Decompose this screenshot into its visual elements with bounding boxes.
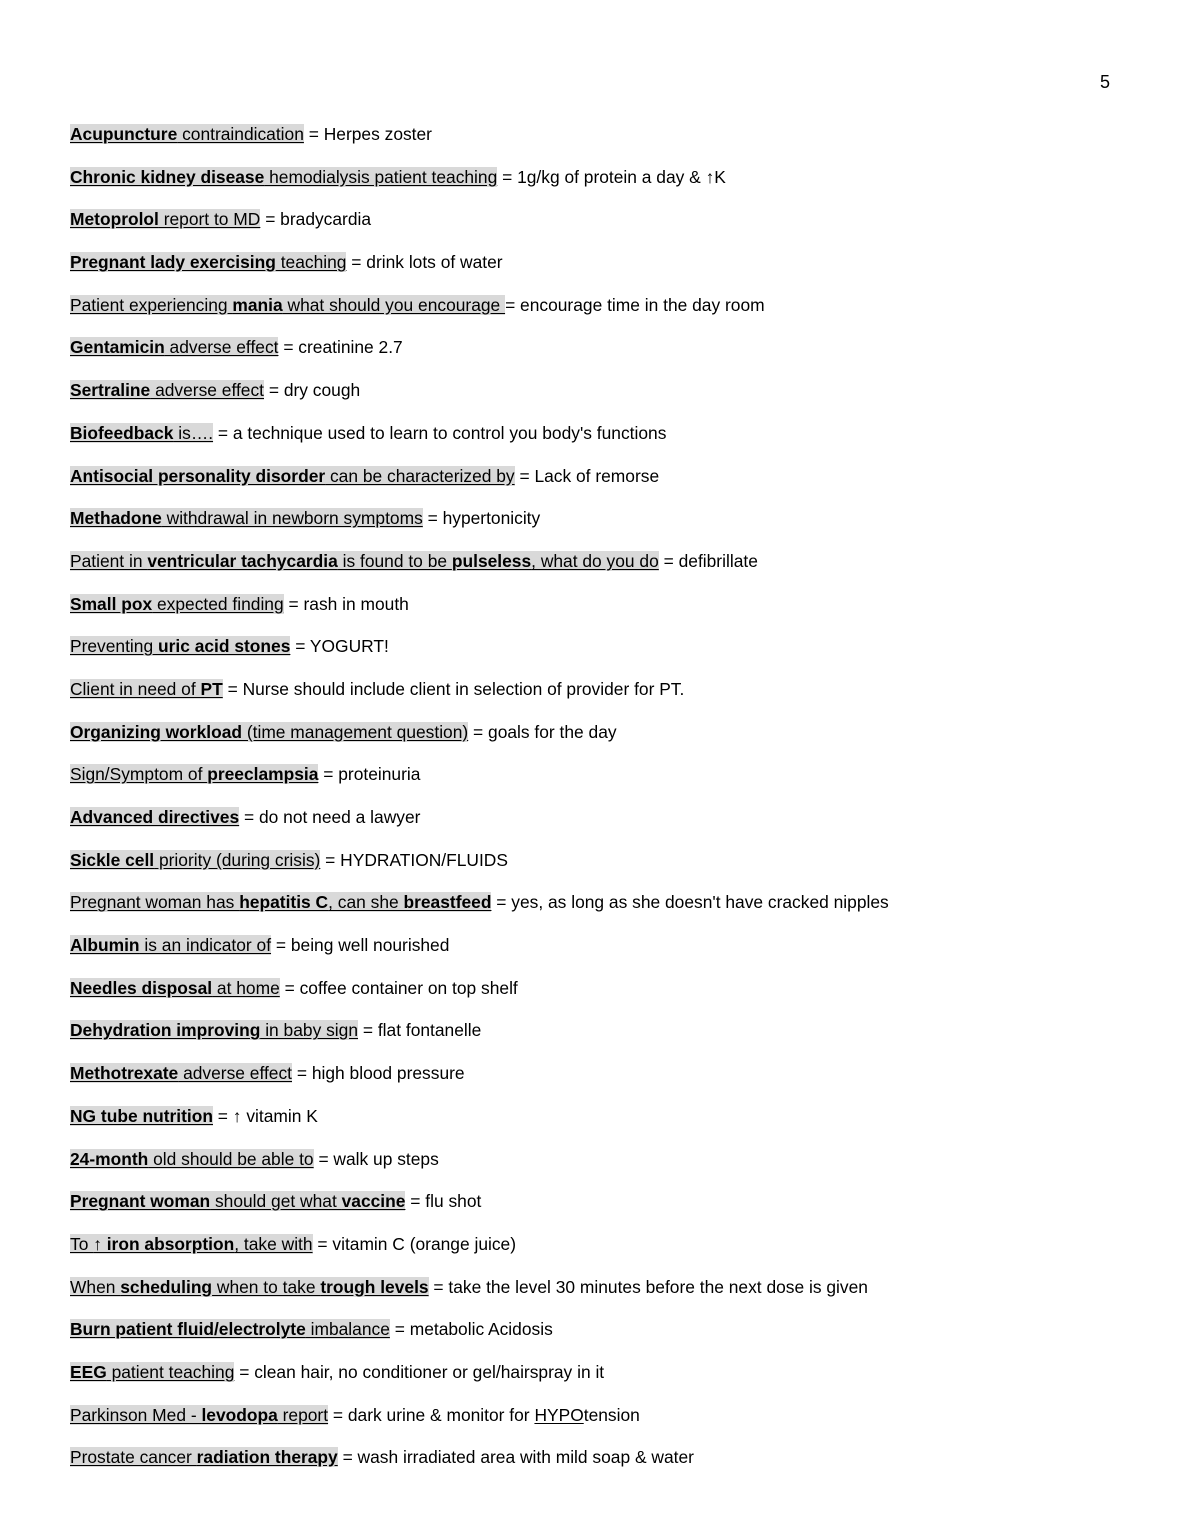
note-answer xyxy=(320,850,508,870)
note-item xyxy=(70,974,1130,1017)
answer-text: = HYDRATION/FLUIDS xyxy=(320,849,508,870)
note-answer xyxy=(239,807,420,827)
note-answer xyxy=(260,209,371,229)
note-question xyxy=(70,764,318,784)
note-question xyxy=(70,337,278,357)
note-item xyxy=(70,931,1130,974)
answer-text: = Nurse should include client in selection of provider for PT. xyxy=(222,678,685,699)
note-answer xyxy=(314,1149,439,1169)
question-text: is found to be xyxy=(337,550,452,571)
question-text: when to take xyxy=(212,1276,321,1297)
note-answer xyxy=(659,551,758,571)
answer-text: = dry cough xyxy=(264,380,361,401)
question-keyword: Needles disposal xyxy=(70,977,213,998)
question-keyword: vaccine xyxy=(341,1191,406,1212)
note-question xyxy=(70,1447,338,1467)
answer-text: = flu shot xyxy=(405,1191,482,1212)
note-question xyxy=(70,1020,358,1040)
note-item xyxy=(70,1102,1130,1145)
question-keyword: Acupuncture xyxy=(70,124,178,144)
note-answer xyxy=(304,124,432,144)
question-text: expected finding xyxy=(152,593,284,614)
note-item xyxy=(70,888,1130,931)
question-text: adverse effect xyxy=(178,1063,292,1084)
answer-text: = 1g/kg of protein a day & ↑K xyxy=(497,166,726,187)
note-question xyxy=(70,380,264,400)
note-item xyxy=(70,590,1130,633)
note-answer xyxy=(390,1319,553,1339)
note-item xyxy=(70,333,1130,376)
question-text: in baby sign xyxy=(260,1020,359,1041)
question-keyword: Methotrexate xyxy=(70,1063,179,1084)
note-question xyxy=(70,679,223,699)
question-text: is an indicator of xyxy=(139,935,272,956)
question-keyword: ↑ iron absorption xyxy=(93,1233,235,1254)
answer-text: = drink lots of water xyxy=(346,252,503,273)
answer-text: = rash in mouth xyxy=(283,593,409,614)
note-answer xyxy=(271,935,449,955)
note-question xyxy=(70,892,491,912)
question-keyword: Biofeedback xyxy=(70,422,174,443)
note-question xyxy=(70,1106,213,1126)
note-question xyxy=(70,252,346,272)
note-answer xyxy=(264,380,360,400)
answer-text: = flat fontanelle xyxy=(358,1020,482,1041)
question-keyword: levodopa xyxy=(201,1404,278,1425)
answer-text: = clean hair, no conditioner or gel/hairspray in it xyxy=(234,1361,605,1382)
question-keyword: breastfeed xyxy=(403,892,492,913)
answer-text: = Lack of remorse xyxy=(514,465,660,486)
note-item xyxy=(70,205,1130,248)
note-answer xyxy=(338,1447,694,1467)
question-keyword: preeclampsia xyxy=(207,764,319,785)
question-text: priority (during crisis) xyxy=(154,849,321,870)
note-item xyxy=(70,547,1130,590)
note-answer xyxy=(213,1106,318,1126)
note-question xyxy=(70,807,239,827)
question-keyword: Burn patient fluid/electrolyte xyxy=(70,1319,306,1340)
question-keyword: Albumin xyxy=(70,935,140,956)
note-answer xyxy=(223,679,685,699)
note-item xyxy=(70,376,1130,419)
note-item xyxy=(70,1016,1130,1059)
question-text: , take with xyxy=(234,1233,313,1254)
note-item xyxy=(70,760,1130,803)
answer-text: = bradycardia xyxy=(260,209,372,230)
note-answer xyxy=(497,167,726,187)
question-keyword: mania xyxy=(232,294,283,315)
question-text: at home xyxy=(212,977,280,998)
note-answer xyxy=(313,1234,516,1254)
note-answer xyxy=(405,1191,481,1211)
question-text: , what do you do xyxy=(531,550,659,571)
note-item xyxy=(70,163,1130,206)
answer-text: = do not need a lawyer xyxy=(239,807,421,827)
note-question xyxy=(70,508,423,528)
note-question xyxy=(70,1063,292,1083)
note-question xyxy=(70,978,280,998)
question-keyword: Gentamicin xyxy=(70,337,165,358)
question-keyword: Small pox xyxy=(70,593,153,614)
note-question xyxy=(70,295,505,315)
note-question xyxy=(70,1362,234,1382)
note-question xyxy=(70,466,515,486)
answer-text: = yes, as long as she doesn't have cracked nipples xyxy=(491,892,889,913)
question-text: Patient experiencing xyxy=(70,294,233,315)
note-question xyxy=(70,1149,314,1169)
question-text: teaching xyxy=(275,252,347,273)
question-keyword: NG tube nutrition xyxy=(70,1105,213,1126)
note-item xyxy=(70,1059,1130,1102)
answer-text: = goals for the day xyxy=(468,721,617,742)
question-text: old should be able to xyxy=(148,1148,314,1169)
question-keyword: Chronic kidney disease xyxy=(70,166,265,187)
note-item xyxy=(70,846,1130,889)
note-answer xyxy=(280,978,518,998)
note-answer xyxy=(328,1405,640,1425)
note-item xyxy=(70,632,1130,675)
note-item xyxy=(70,1358,1130,1401)
note-answer xyxy=(292,1063,465,1083)
question-text: report to MD xyxy=(158,209,261,230)
note-item xyxy=(70,291,1130,334)
note-answer xyxy=(423,508,540,528)
note-question xyxy=(70,1405,328,1425)
answer-text: = hypertonicity xyxy=(422,508,541,529)
question-keyword: uric acid stones xyxy=(157,636,291,657)
note-answer xyxy=(346,252,502,272)
question-keyword: Pregnant woman xyxy=(70,1191,211,1212)
note-answer xyxy=(358,1020,481,1040)
question-text: Client in need of xyxy=(70,678,201,699)
note-question xyxy=(70,124,304,144)
note-answer xyxy=(491,892,888,912)
question-keyword: Sickle cell xyxy=(70,849,155,870)
answer-text: = walk up steps xyxy=(313,1148,439,1169)
note-item xyxy=(70,1273,1130,1316)
answer-text: = metabolic Acidosis xyxy=(389,1319,553,1340)
question-keyword: Metoprolol xyxy=(70,209,159,230)
note-item xyxy=(70,1230,1130,1273)
note-item xyxy=(70,803,1130,846)
note-question xyxy=(70,722,468,742)
note-item xyxy=(70,419,1130,462)
note-item xyxy=(70,248,1130,291)
question-keyword: Antisocial personality disorder xyxy=(70,465,326,486)
answer-text: = proteinuria xyxy=(318,764,421,785)
answer-text: = Herpes zoster xyxy=(303,124,432,144)
note-answer xyxy=(429,1277,868,1297)
question-text: Prostate cancer xyxy=(70,1447,197,1468)
note-answer xyxy=(468,722,616,742)
question-keyword: Methadone xyxy=(70,508,162,529)
note-item xyxy=(70,1443,1130,1486)
answer-text: = a technique used to learn to control you body's functions xyxy=(213,422,667,443)
question-keyword: radiation therapy xyxy=(196,1447,338,1468)
question-keyword: 24-month xyxy=(70,1148,149,1169)
answer-text: = take the level 30 minutes before the next dose is given xyxy=(428,1276,868,1297)
note-question xyxy=(70,594,284,614)
question-text: Parkinson Med - xyxy=(70,1404,202,1425)
study-notes-list xyxy=(70,120,1130,1486)
answer-text: tension xyxy=(583,1404,640,1425)
answer-text: = being well nourished xyxy=(271,935,450,956)
note-item xyxy=(70,1145,1130,1188)
question-text: , can she xyxy=(328,892,404,913)
question-text: can be characterized by xyxy=(325,465,515,486)
note-question xyxy=(70,1234,313,1254)
question-keyword: Advanced directives xyxy=(70,807,240,827)
note-question xyxy=(70,423,213,443)
answer-text: = coffee container on top shelf xyxy=(279,977,518,998)
question-text: is…. xyxy=(173,422,214,443)
answer-text: = high blood pressure xyxy=(292,1063,465,1084)
question-keyword: scheduling xyxy=(120,1276,213,1297)
note-answer xyxy=(505,295,765,315)
note-item xyxy=(70,462,1130,505)
note-item xyxy=(70,718,1130,761)
question-keyword: PT xyxy=(200,678,223,699)
note-answer xyxy=(234,1362,604,1382)
question-keyword: trough levels xyxy=(320,1276,429,1297)
page-number: 5 xyxy=(1100,72,1111,92)
note-answer xyxy=(515,466,660,486)
note-item xyxy=(70,675,1130,718)
note-answer xyxy=(284,594,409,614)
question-text: contraindication xyxy=(177,124,304,144)
question-text: what should you encourage xyxy=(282,294,506,315)
note-answer xyxy=(318,764,420,784)
question-keyword: EEG xyxy=(70,1361,107,1382)
question-text: hemodialysis patient teaching xyxy=(264,166,498,187)
note-question xyxy=(70,1277,429,1297)
note-question xyxy=(70,850,320,870)
question-text: imbalance xyxy=(305,1319,390,1340)
note-item xyxy=(70,504,1130,547)
answer-emphasis: HYPO xyxy=(534,1404,584,1425)
answer-text: = ↑ vitamin K xyxy=(212,1105,318,1126)
question-keyword: pulseless xyxy=(451,550,532,571)
answer-text: = defibrillate xyxy=(658,550,758,571)
answer-text: = creatinine 2.7 xyxy=(278,337,403,358)
question-text: Patient in xyxy=(70,550,148,571)
note-question xyxy=(70,1191,405,1211)
note-question xyxy=(70,935,271,955)
note-item xyxy=(70,120,1130,163)
note-question xyxy=(70,551,659,571)
note-answer xyxy=(290,636,388,656)
question-text: adverse effect xyxy=(150,380,264,401)
question-keyword: hepatitis C xyxy=(239,892,329,913)
note-question xyxy=(70,209,260,229)
question-text: patient teaching xyxy=(106,1361,235,1382)
question-keyword: Dehydration improving xyxy=(70,1020,261,1041)
question-text: Sign/Symptom of xyxy=(70,764,208,785)
question-text: Preventing xyxy=(70,636,158,657)
note-item xyxy=(70,1187,1130,1230)
note-answer xyxy=(213,423,666,443)
question-keyword: Pregnant lady exercising xyxy=(70,252,276,273)
question-text: withdrawal in newborn symptoms xyxy=(161,508,423,529)
note-question xyxy=(70,167,497,187)
question-keyword: ventricular tachycardia xyxy=(147,550,338,571)
note-question xyxy=(70,1319,390,1339)
answer-text: = dark urine & monitor for xyxy=(328,1404,535,1425)
question-text: To xyxy=(70,1233,94,1254)
answer-text: = encourage time in the day room xyxy=(505,294,765,315)
question-keyword: Sertraline xyxy=(70,380,151,401)
answer-text: = YOGURT! xyxy=(290,636,389,657)
answer-text: = wash irradiated area with mild soap & water xyxy=(337,1447,694,1468)
note-question xyxy=(70,636,290,656)
note-answer xyxy=(278,337,402,357)
answer-text: = vitamin C (orange juice) xyxy=(312,1233,517,1254)
note-item xyxy=(70,1315,1130,1358)
note-item xyxy=(70,1401,1130,1444)
question-text: (time management question) xyxy=(242,721,469,742)
question-keyword: Organizing workload xyxy=(70,721,242,742)
question-text: adverse effect xyxy=(164,337,279,358)
question-text: report xyxy=(277,1404,329,1425)
question-text: should get what xyxy=(210,1191,342,1212)
question-text: Pregnant woman has xyxy=(70,892,240,913)
question-text: When xyxy=(70,1276,121,1297)
